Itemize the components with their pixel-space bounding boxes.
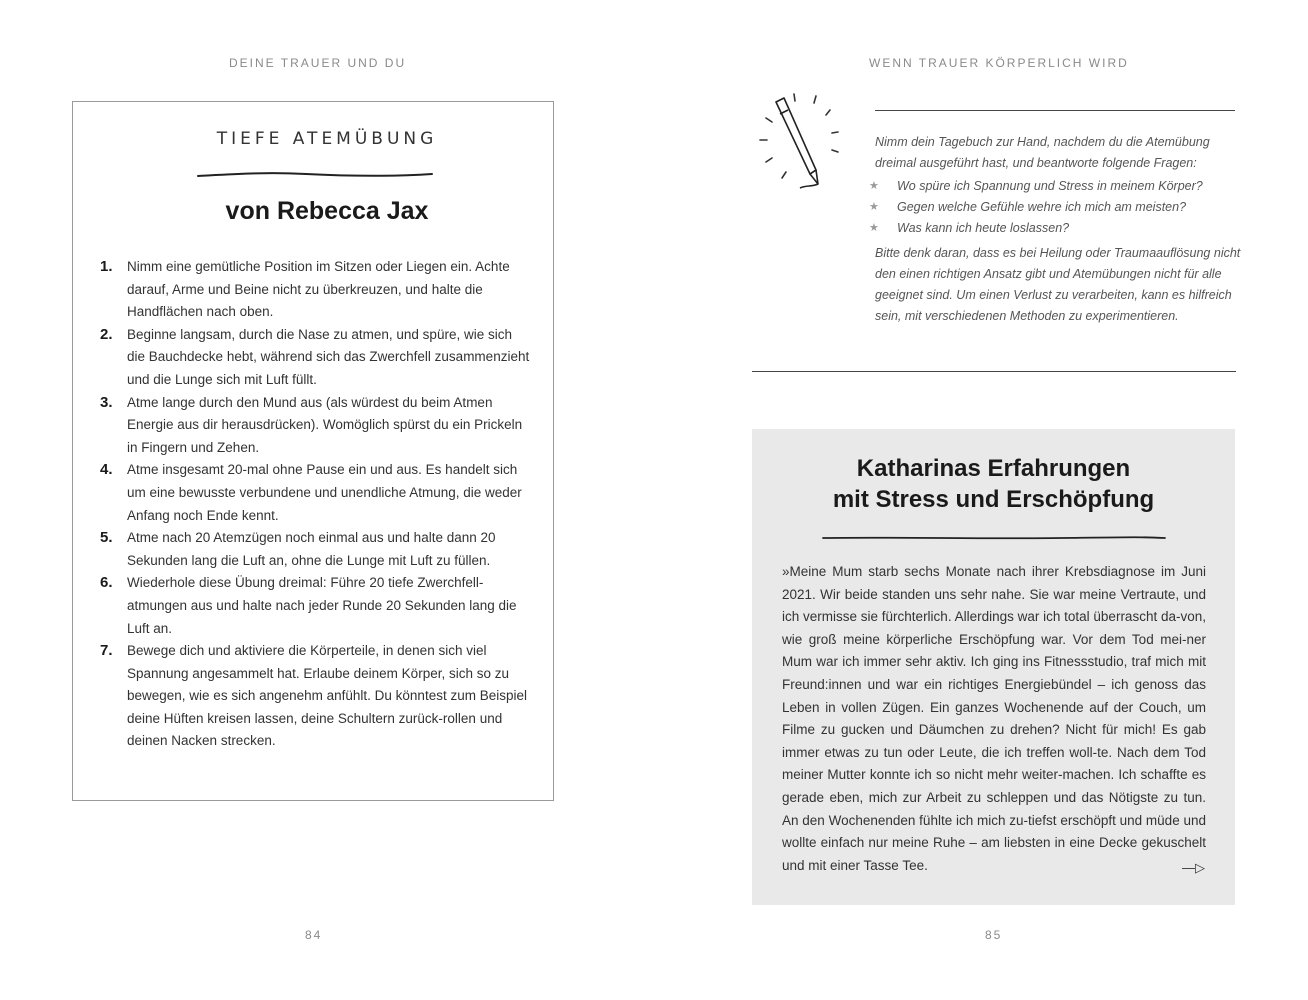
step-number: 6. <box>100 574 113 592</box>
story-title-line: Katharinas Erfahrungen <box>856 455 1131 482</box>
question-text: Was kann ich heute loslassen? <box>897 221 1070 235</box>
divider-line <box>752 371 1236 372</box>
page-number-left: 84 <box>305 928 323 942</box>
list-item <box>100 572 530 640</box>
page-number-right: 85 <box>985 928 1003 942</box>
story-text: »Meine Mum starb sechs Monate nach ihrer Krebsdiagnose im Juni 2021. Wir beide standen uns sehr nahe. Sie war meine Vertraute, und ich vermisse sie fürchterlich. Allerdings war ich total überrascht da-von, wie groß meine körperliche Erschöpfung war. Vor dem Tod mei-ner Mum war ich immer sehr aktiv. Ich ging ins Fitnessstudio, traf mich mit Freund:innen und war ein richtiges Energiebündel – ich genoss das Leben in vollen Zügen. Ein ganzes Wochenende auf der Couch, um Filme zu gucken und Däumchen zu drehen? Nicht für mich! Es gab immer etwas zu tun oder Leute, die ich treffen woll-te. Nach dem Tod meiner Mutter konnte ich so nicht mehr weiter-machen. Ich schaffte es gerade eben, mich zur Arbeit zu schleppen und das Nötigste zu tun. An den Wochenenden fühlte ich mich zu-tiefst erschöpft und müde und wollte einfach nur meine Ruhe – am liebsten in eine Decke gekuschelt und mit einer Tasse Tee. <box>782 564 1206 873</box>
list-item <box>100 324 530 392</box>
step-text: Atme nach 20 Atemzügen noch einmal aus und halte dann 20 Sekunden lang die Luft an, ohne die Lunge mit Luft zu füllen. <box>127 530 496 568</box>
step-number: 7. <box>100 642 113 660</box>
step-number: 3. <box>100 393 113 411</box>
questions-list <box>869 176 1245 239</box>
divider-line <box>875 110 1235 111</box>
journal-prompt <box>869 132 1245 327</box>
continue-arrow-icon: —▷ <box>1182 860 1205 875</box>
story-box <box>752 429 1235 905</box>
star-icon: ★ <box>869 201 879 213</box>
running-head-left: DEINE TRAUER UND DU <box>229 56 407 70</box>
handdrawn-divider <box>821 533 1167 543</box>
handdrawn-divider <box>196 168 434 182</box>
list-item <box>100 527 530 572</box>
step-number: 4. <box>100 461 113 479</box>
step-number: 1. <box>100 258 113 275</box>
story-title <box>752 453 1235 515</box>
step-number: 5. <box>100 529 113 547</box>
step-text: Nimm eine gemütliche Position im Sitzen oder Liegen ein. Achte darauf, Arme und Beine nicht zu überkreuzen, und halte die Handflächen nach oben. <box>127 259 510 320</box>
exercise-kicker: TIEFE ATEMÜBUNG <box>216 129 438 149</box>
exercise-title: von Rebecca Jax <box>225 197 429 225</box>
steps-list <box>100 256 530 753</box>
list-item <box>869 218 1245 239</box>
list-item <box>100 640 530 753</box>
list-item <box>100 392 530 460</box>
step-text: Atme lange durch den Mund aus (als würdest du beim Atmen Energie aus dir herausdrücken). Womöglich spürst du ein Prickeln in Fingern und Zehen. <box>127 394 523 455</box>
step-text: Beginne langsam, durch die Nase zu atmen, und spüre, wie sich die Bauchdecke hebt, während sich das Zwerchfell zusammenzieht und die Lunge sich mit Luft füllt. <box>127 326 530 387</box>
step-text: Atme insgesamt 20-mal ohne Pause ein und aus. Es handelt sich um eine bewusste verbundene und unendliche Atmung, die weder Anfang noch Ende kennt. <box>127 462 522 523</box>
step-text: Wiederhole diese Übung dreimal: Führe 20 tiefe Zwerchfell-atmungen aus und halte nach jeder Runde 20 Sekunden lang die Luft an. <box>127 575 517 636</box>
list-item <box>869 197 1245 218</box>
story-title-line: mit Stress und Erschöpfung <box>832 486 1155 513</box>
right-page <box>654 0 1308 1000</box>
star-icon: ★ <box>869 180 879 192</box>
step-number: 2. <box>100 325 113 343</box>
list-item <box>100 256 530 324</box>
journal-note: Bitte denk daran, dass es bei Heilung oder Traumaauflösung nicht den einen richtigen Ansatz gibt und Atemübungen nicht für alle geeignet sind. Um einen Verlust zu verarbeiten, kann es hilfreich sein, mit verschiedenen Methoden zu experimentieren. <box>875 246 1241 323</box>
star-icon: ★ <box>869 222 879 234</box>
pen-icon <box>754 88 850 194</box>
step-text: Bewege dich und aktiviere die Körperteile, in denen sich viel Spannung angesammelt hat. Erlaube deinem Körper, sich so zu bewegen, wie es sich angenehm anfühlt. Du könntest zum Beispiel deine Hüften kreisen lassen, deine Schultern zurück-rollen und deinen Nacken strecken. <box>127 643 527 749</box>
list-item <box>869 176 1245 197</box>
running-head-right: WENN TRAUER KÖRPERLICH WIRD <box>869 56 1129 70</box>
question-text: Gegen welche Gefühle wehre ich mich am meisten? <box>897 200 1187 214</box>
question-text: Wo spüre ich Spannung und Stress in meinem Körper? <box>897 179 1203 193</box>
list-item <box>100 459 530 527</box>
journal-intro: Nimm dein Tagebuch zur Hand, nachdem du die Atemübung dreimal ausgeführt hast, und beantworte folgende Fragen: <box>875 135 1210 170</box>
